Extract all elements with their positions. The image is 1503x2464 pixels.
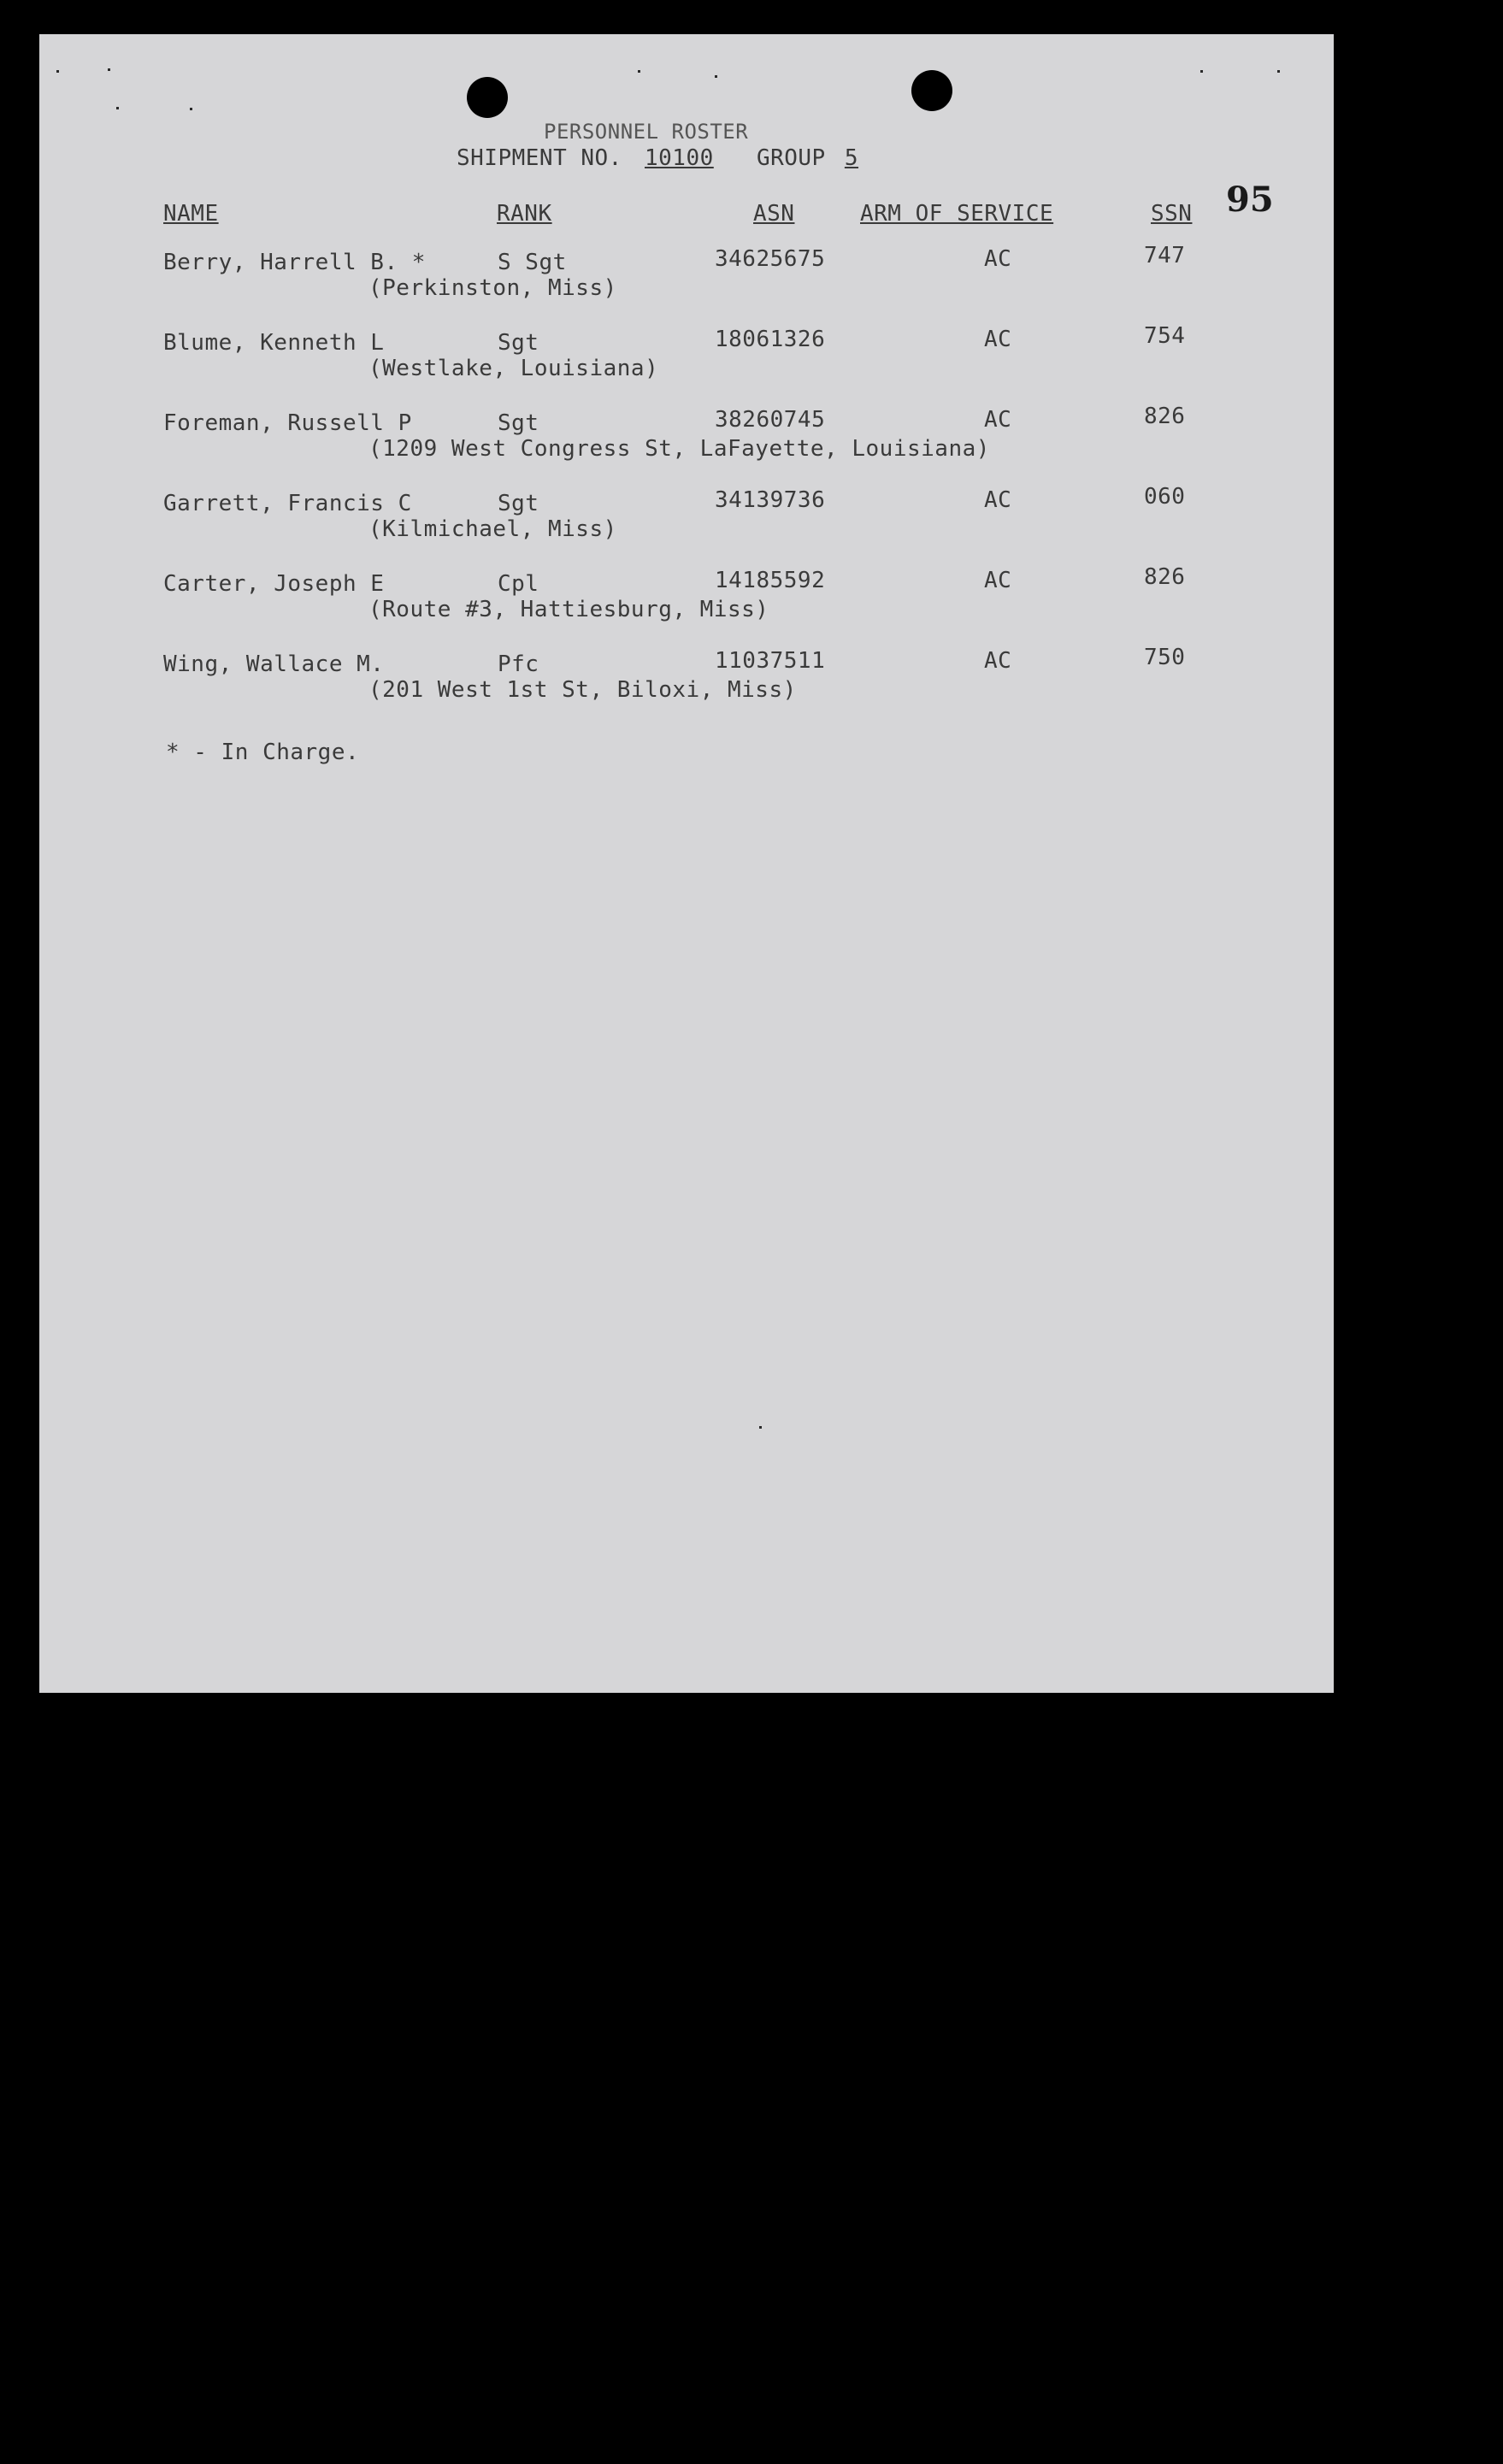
scan-speck — [108, 68, 110, 71]
scan-speck — [1200, 70, 1203, 73]
cell-asn: 34139736 — [715, 487, 826, 513]
cell-rank: S Sgt — [498, 250, 567, 275]
scan-speck — [190, 108, 192, 110]
footnote: * - In Charge. — [166, 740, 360, 765]
page-number: 95 — [1226, 180, 1274, 220]
cell-asn: 18061326 — [715, 327, 826, 352]
cell-arm: AC — [984, 407, 1012, 433]
shipment-line — [457, 145, 858, 171]
cell-rank: Pfc — [498, 651, 539, 677]
scan-speck — [116, 107, 119, 109]
cell-name: Carter, Joseph E — [163, 571, 385, 597]
col-name: NAME — [163, 201, 219, 227]
cell-arm: AC — [984, 327, 1012, 352]
cell-name: Blume, Kenneth L — [163, 330, 385, 356]
col-rank: RANK — [497, 201, 552, 227]
cell-address: (Route #3, Hattiesburg, Miss) — [368, 597, 769, 622]
cell-address: (Westlake, Louisiana) — [368, 356, 659, 381]
cell-ssn: 826 — [1144, 404, 1186, 429]
scan-speck — [638, 70, 640, 73]
roster-title: PERSONNEL ROSTER — [544, 120, 749, 144]
cell-arm: AC — [984, 246, 1012, 272]
cell-rank: Cpl — [498, 571, 539, 597]
cell-name: Foreman, Russell P — [163, 410, 412, 436]
cell-asn: 34625675 — [715, 246, 826, 272]
punch-hole-left — [467, 77, 508, 118]
shipment-number: 10100 — [645, 145, 714, 171]
cell-ssn: 754 — [1144, 323, 1186, 349]
scan-speck — [759, 1426, 762, 1429]
cell-rank: Sgt — [498, 491, 539, 516]
cell-rank: Sgt — [498, 410, 539, 436]
col-arm-of-service: ARM OF SERVICE — [860, 201, 1054, 227]
cell-name: Wing, Wallace M. — [163, 651, 385, 677]
cell-arm: AC — [984, 568, 1012, 593]
scan-speck — [56, 70, 59, 73]
cell-asn: 38260745 — [715, 407, 826, 433]
cell-ssn: 750 — [1144, 645, 1186, 670]
cell-ssn: 747 — [1144, 243, 1186, 268]
shipment-label: SHIPMENT NO. — [457, 145, 622, 171]
cell-arm: AC — [984, 487, 1012, 513]
document-page — [39, 34, 1334, 1693]
cell-address: (1209 West Congress St, LaFayette, Louisiana) — [368, 436, 990, 462]
punch-hole-right — [911, 70, 952, 111]
cell-asn: 14185592 — [715, 568, 826, 593]
cell-name: Garrett, Francis C — [163, 491, 412, 516]
cell-address: (Perkinston, Miss) — [368, 275, 617, 301]
cell-rank: Sgt — [498, 330, 539, 356]
cell-ssn: 060 — [1144, 484, 1186, 510]
col-ssn: SSN — [1151, 201, 1193, 227]
cell-address: (201 West 1st St, Biloxi, Miss) — [368, 677, 797, 703]
cell-address: (Kilmichael, Miss) — [368, 516, 617, 542]
scan-speck — [1277, 70, 1280, 73]
cell-name: Berry, Harrell B. * — [163, 250, 426, 275]
col-asn: ASN — [753, 201, 795, 227]
scan-speck — [715, 75, 717, 78]
cell-arm: AC — [984, 648, 1012, 674]
group-label: GROUP — [756, 145, 826, 171]
group-number: 5 — [844, 145, 859, 171]
cell-asn: 11037511 — [715, 648, 826, 674]
cell-ssn: 826 — [1144, 564, 1186, 590]
